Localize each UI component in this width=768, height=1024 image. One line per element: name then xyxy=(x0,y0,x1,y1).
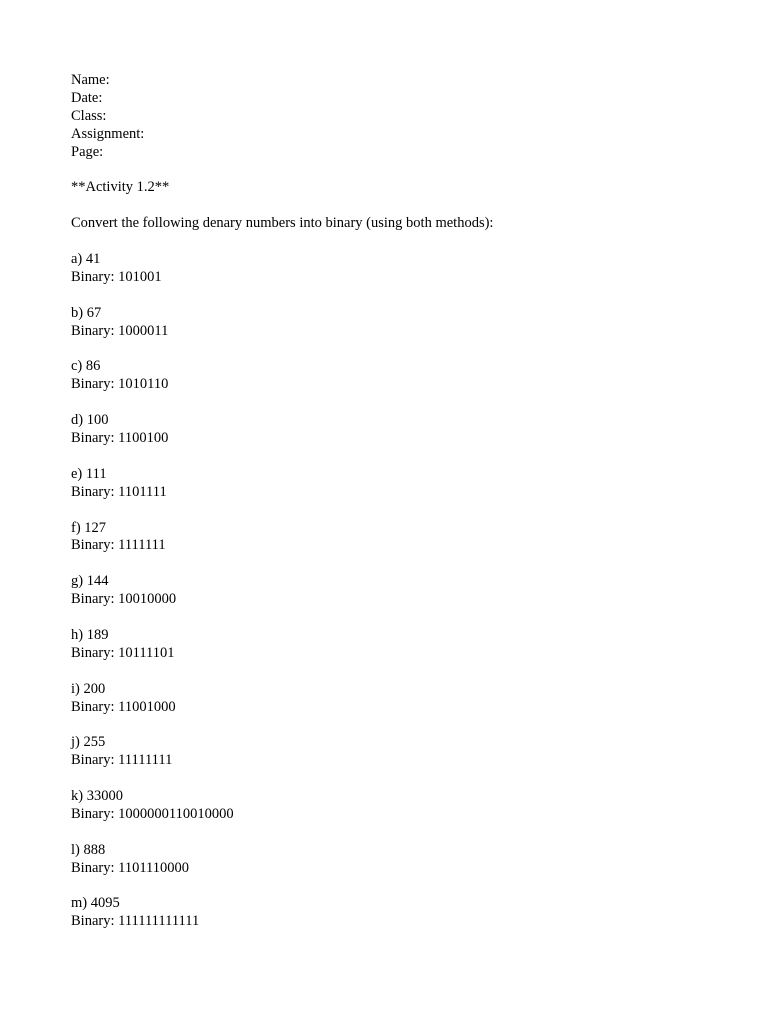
binary-answer: Binary: 1101110000 xyxy=(71,859,190,876)
question-item xyxy=(71,573,711,609)
binary-answer: Binary: 10010000 xyxy=(71,591,177,608)
activity-title: **Activity 1.2** xyxy=(71,179,170,196)
question-item xyxy=(71,681,711,717)
question-item xyxy=(71,520,711,556)
binary-answer: Binary: 1000000110010000 xyxy=(71,805,234,822)
question-number: b) 67 xyxy=(71,304,102,321)
question-number: j) 255 xyxy=(71,734,106,751)
question-number: g) 144 xyxy=(71,573,109,590)
binary-answer: Binary: 1100100 xyxy=(71,430,169,447)
question-item xyxy=(71,305,711,341)
question-number: a) 41 xyxy=(71,251,101,268)
assignment-label: Assignment: xyxy=(71,125,145,142)
question-list xyxy=(71,233,711,931)
question-number: f) 127 xyxy=(71,519,107,536)
question-number: c) 86 xyxy=(71,358,101,375)
spacer xyxy=(71,162,711,180)
binary-answer: Binary: 1111111 xyxy=(71,537,166,554)
question-item xyxy=(71,358,711,394)
spacer xyxy=(71,197,711,215)
binary-answer: Binary: 11111111 xyxy=(71,752,173,769)
binary-answer: Binary: 111111111111 xyxy=(71,913,200,930)
question-item xyxy=(71,466,711,502)
document-page xyxy=(71,72,711,931)
question-number: l) 888 xyxy=(71,841,106,858)
class-label: Class: xyxy=(71,107,107,124)
question-number: d) 100 xyxy=(71,412,109,429)
question-number: i) 200 xyxy=(71,680,106,697)
binary-answer: Binary: 101001 xyxy=(71,268,162,285)
binary-answer: Binary: 1101111 xyxy=(71,483,167,500)
binary-answer: Binary: 1010110 xyxy=(71,376,169,393)
question-number: k) 33000 xyxy=(71,788,123,805)
page-label: Page: xyxy=(71,143,104,160)
question-number: h) 189 xyxy=(71,626,109,643)
activity-instruction: Convert the following denary numbers into binary (using both methods): xyxy=(71,215,494,232)
header-block xyxy=(71,72,711,162)
question-number: e) 111 xyxy=(71,465,107,482)
binary-answer: Binary: 1000011 xyxy=(71,322,169,339)
question-item xyxy=(71,251,711,287)
date-label: Date: xyxy=(71,89,103,106)
binary-answer: Binary: 11001000 xyxy=(71,698,176,715)
question-item xyxy=(71,788,711,824)
question-item xyxy=(71,842,711,878)
question-item xyxy=(71,627,711,663)
binary-answer: Binary: 10111101 xyxy=(71,644,175,661)
question-item xyxy=(71,412,711,448)
question-item xyxy=(71,895,711,931)
question-number: m) 4095 xyxy=(71,895,120,912)
question-item xyxy=(71,734,711,770)
name-label: Name: xyxy=(71,72,110,88)
